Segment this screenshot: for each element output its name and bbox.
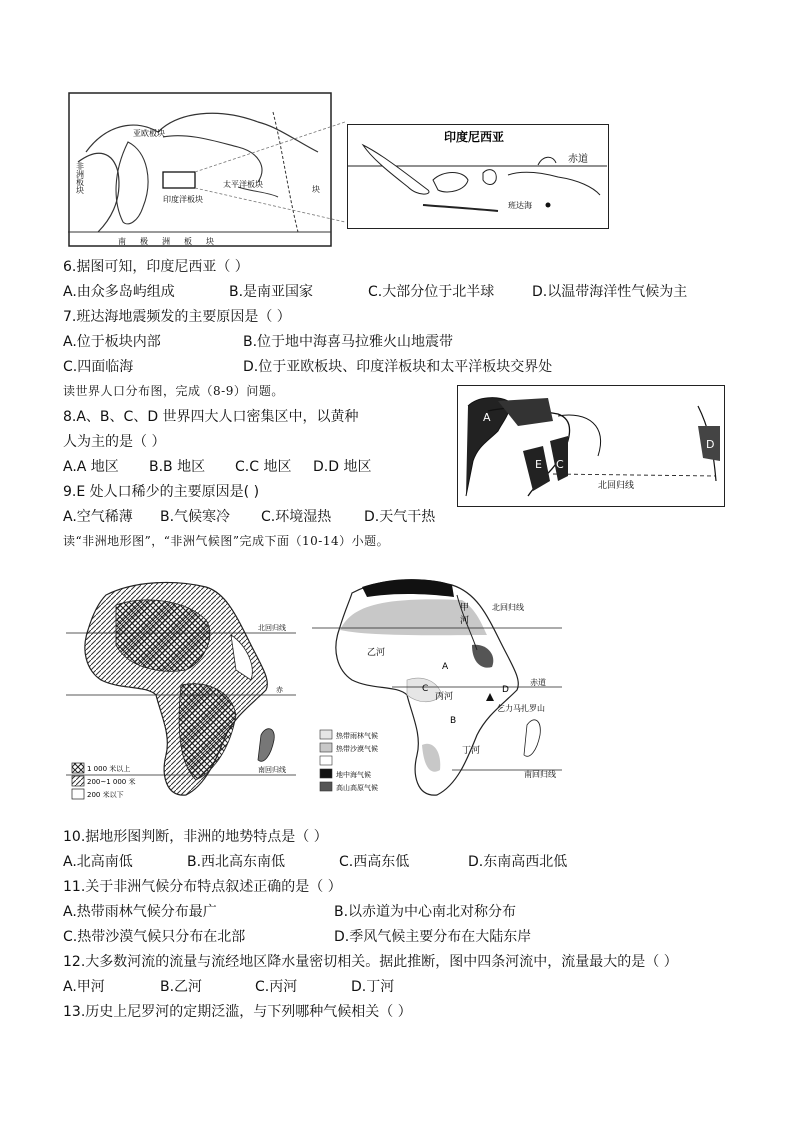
note-africa: 读“非洲地形图”，“非洲气候图”完成下面（10-14）小题。 <box>63 534 390 548</box>
indonesia-inset <box>347 124 609 229</box>
africa-terrain-map <box>66 575 296 803</box>
climate-region-a: A <box>442 662 449 672</box>
q10-option-c[interactable]: C.西高东低 <box>339 854 410 870</box>
q7-option-c[interactable]: C.四面临海 <box>63 359 134 375</box>
q10-stem: 10.据地形图判断，非洲的地势特点是（ ） <box>63 829 328 845</box>
africa-climate-map <box>312 575 562 803</box>
climate-legend-swatch-2 <box>320 756 332 765</box>
climate-legend-swatch-4 <box>320 782 332 791</box>
q8-option-b[interactable]: B.B 地区 <box>149 459 206 475</box>
africa-terrain-svg <box>66 575 296 803</box>
climate-legend-swatch-1 <box>320 743 332 752</box>
climate-legend-1: 热带沙漠气候 <box>336 745 378 753</box>
q7-option-a[interactable]: A.位于板块内部 <box>63 334 161 350</box>
climate-river-he: 河 <box>460 616 470 626</box>
climate-equator: 赤道 <box>530 678 546 687</box>
q12-option-d[interactable]: D.丁河 <box>351 979 395 995</box>
q12-option-c[interactable]: C.丙河 <box>255 979 298 995</box>
terrain-equator: 赤 <box>276 686 283 694</box>
terrain-legend-low: 200 米以下 <box>87 791 124 799</box>
climate-region-c: C <box>422 684 429 694</box>
banda-sea-label: 班达海 <box>508 201 532 210</box>
q7-option-d[interactable]: D.位于亚欧板块、印度洋板块和太平洋板块交界处 <box>243 359 553 375</box>
terrain-tropic-north: 北回归线 <box>258 624 286 632</box>
q6-option-a[interactable]: A.由众多岛屿组成 <box>63 284 175 300</box>
q6-option-c[interactable]: C.大部分位于北半球 <box>368 284 495 300</box>
q9-stem: 9.E 处人口稀少的主要原因是( ) <box>63 484 260 500</box>
q6-option-b[interactable]: B.是南亚国家 <box>229 284 314 300</box>
pop-label-d: D <box>706 438 715 451</box>
plate-label-indian: 印度洋板块 <box>163 195 203 204</box>
climate-river-jia: 甲 <box>460 603 470 613</box>
note-population: 读世界人口分布图，完成（8-9）问题。 <box>63 384 284 398</box>
climate-legend-3: 地中海气候 <box>336 771 371 779</box>
climate-mountain: 乞力马扎罗山 <box>497 704 545 713</box>
terrain-legend-high: 1 000 米以上 <box>87 765 131 773</box>
plate-label-pacific: 太平洋板块 <box>223 180 263 189</box>
pop-label-c: C <box>556 458 564 471</box>
climate-tropic-south: 南回归线 <box>524 770 556 779</box>
climate-river-yi: 乙河 <box>367 648 386 658</box>
plate-map <box>68 92 345 250</box>
q13-stem: 13.历史上尼罗河的定期泛滥，与下列哪种气候相关（ ） <box>63 1004 412 1020</box>
climate-river-bing: 丙河 <box>435 692 454 702</box>
climate-legend-0: 热带雨林气候 <box>336 732 378 740</box>
pop-label-a: A <box>483 411 491 424</box>
q12-stem: 12.大多数河流的流量与流经地区降水量密切相关。据此推断，图中四条河流中，流量最大的是（ ） <box>63 954 678 970</box>
q10-option-b[interactable]: B.西北高东南低 <box>187 854 286 870</box>
indonesia-inset-svg <box>348 125 607 227</box>
q9-option-d[interactable]: D.天气干热 <box>364 509 436 525</box>
pop-label-b: B <box>506 440 514 453</box>
q8-stem-line1: 8.A、B、C、D 世界四大人口密集区中，以黄种 <box>63 409 359 425</box>
terrain-legend-swatch-low <box>72 789 84 799</box>
indonesia-title: 印度尼西亚 <box>444 130 505 144</box>
pop-label-e: E <box>535 458 542 471</box>
climate-legend-swatch-3 <box>320 769 332 778</box>
plate-label-antarctic: 南极洲板块 <box>118 237 228 246</box>
q8-stem-line2: 人为主的是（ ） <box>63 434 166 450</box>
q6-stem: 6.据图可知，印度尼西亚（ ） <box>63 259 249 275</box>
climate-region-b: B <box>450 716 457 726</box>
terrain-legend-mid: 200~1 000 米 <box>87 778 136 786</box>
population-map-svg <box>458 386 723 505</box>
plate-label-eurasia: 亚欧板块 <box>133 129 165 138</box>
climate-legend-4: 高山高原气候 <box>336 784 378 792</box>
terrain-legend-swatch-mid <box>72 776 84 786</box>
pop-tropic-label: 北回归线 <box>598 481 635 491</box>
africa-climate-svg <box>312 575 562 803</box>
q9-option-c[interactable]: C.环境湿热 <box>261 509 332 525</box>
climate-tropic-north: 北回归线 <box>492 603 524 612</box>
q8-option-a[interactable]: A.A 地区 <box>63 459 119 475</box>
climate-legend-swatch-0 <box>320 730 332 739</box>
q11-option-a[interactable]: A.热带雨林气候分布最广 <box>63 904 217 920</box>
q8-option-d[interactable]: D.D 地区 <box>313 459 372 475</box>
q11-option-d[interactable]: D.季风气候主要分布在大陆东岸 <box>334 929 532 945</box>
q11-stem: 11.关于非洲气候分布特点叙述正确的是（ ） <box>63 879 342 895</box>
plate-label-block: 块 <box>312 185 320 194</box>
plate-map-svg <box>68 92 345 250</box>
climate-region-d: D <box>502 685 509 695</box>
q8-option-c[interactable]: C.C 地区 <box>235 459 292 475</box>
q12-option-b[interactable]: B.乙河 <box>160 979 203 995</box>
q9-option-b[interactable]: B.气候寒冷 <box>160 509 231 525</box>
q7-stem: 7.班达海地震频发的主要原因是（ ） <box>63 309 291 325</box>
plate-label-africa: 非洲板块 <box>75 162 85 194</box>
q12-option-a[interactable]: A.甲河 <box>63 979 105 995</box>
population-map <box>457 385 725 507</box>
climate-river-ding: 丁河 <box>462 746 481 756</box>
q10-option-a[interactable]: A.北高南低 <box>63 854 133 870</box>
terrain-legend-swatch-high <box>72 763 84 773</box>
indonesia-equator-label: 赤道 <box>568 154 588 165</box>
q11-option-b[interactable]: B.以赤道为中心南北对称分布 <box>334 904 517 920</box>
q7-option-b[interactable]: B.位于地中海喜马拉雅火山地震带 <box>243 334 454 350</box>
q11-option-c[interactable]: C.热带沙漠气候只分布在北部 <box>63 929 246 945</box>
terrain-tropic-south: 南回归线 <box>258 766 286 774</box>
q9-option-a[interactable]: A.空气稀薄 <box>63 509 133 525</box>
q10-option-d[interactable]: D.东南高西北低 <box>468 854 568 870</box>
q6-option-d[interactable]: D.以温带海洋性气候为主 <box>532 284 688 300</box>
